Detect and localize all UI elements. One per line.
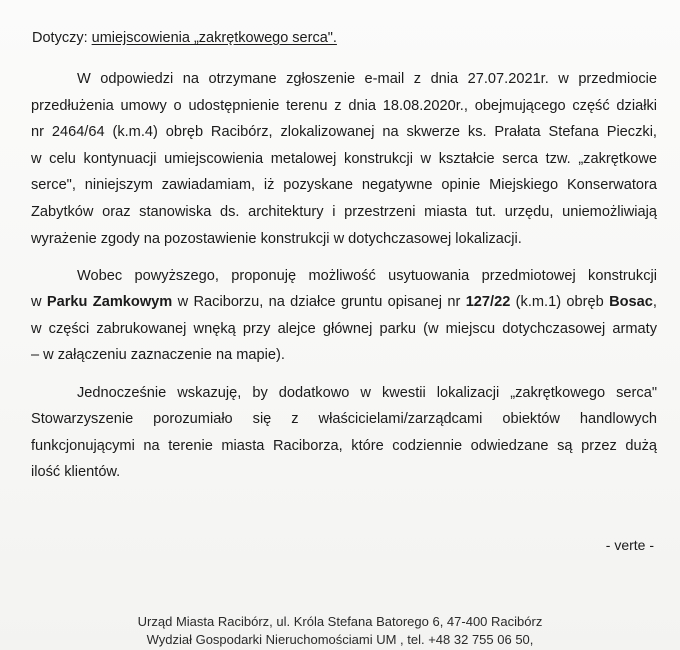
- paragraph-gap: [31, 252, 657, 263]
- paragraph-gap: [31, 369, 657, 380]
- paragraph3-line4: ilość klientów.: [31, 464, 121, 481]
- footer-address: Urząd Miasta Racibórz, ul. Króla Stefana Batorego 6, 47-400 Racibórz: [137, 614, 543, 629]
- p2-text-c: (k.m.1) obręb: [515, 294, 604, 311]
- paragraph3-line1: Jednocześnie wskazuję, by dodatkowo w kwestii lokalizacji „zakrętkowego serca": [77, 384, 657, 401]
- paragraph1-line5: serce", niniejszym zawiadamiam, iż pozyskane negatywne opinie Miejskiego Konserwatora: [31, 177, 657, 194]
- paragraph2-line1: Wobec powyższego, proponuję możliwość usytuowania przedmiotowej konstrukcji: [77, 267, 657, 284]
- p2-text-d: ,: [652, 294, 657, 311]
- subject-topic: umiejscowienia „zakrętkowego serca".: [91, 30, 337, 46]
- paragraph2-line4: – w załączeniu zaznaczenie na mapie).: [31, 347, 285, 364]
- p2-text-a: w: [31, 294, 42, 311]
- footer-department: Wydział Gospodarki Nieruchomościami UM , tel. +48 32 755 06 50,: [146, 632, 534, 647]
- paragraph3-line2: Stowarzyszenie porozumiało się z właścicielami/zarządcami obiektów handlowych: [31, 411, 657, 428]
- letter-body: [31, 66, 657, 486]
- precinct-name: Bosac: [609, 294, 653, 311]
- paragraph3-line3: funkcjonującymi na terenie miasta Raciborza, które codziennie odwiedzane są przez dużą: [31, 437, 657, 454]
- parcel-number: 127/22: [465, 294, 511, 311]
- paragraph1-line7: wyrażenie zgody na pozostawienie konstrukcji w dotychczasowej lokalizacji.: [31, 230, 522, 247]
- paragraph2-line3: w części zabrukowanej wnęką przy alejce głównej parku (w miejscu dotychczasowej armaty: [31, 320, 657, 337]
- paragraph1-line3: nr 2464/64 (k.m.4) obręb Racibórz, zlokalizowanej na skwerze ks. Prałata Stefana Pieczki,: [31, 124, 657, 141]
- p2-text-b: w Raciborzu, na działce gruntu opisanej nr: [177, 294, 461, 311]
- verte-note: - verte -: [605, 537, 654, 553]
- subject-line: [32, 30, 337, 46]
- paragraph2-line2: [31, 289, 657, 316]
- paragraph1-line2: przedłużenia umowy o udostępnienie terenu z dnia 18.08.2020r., obejmującego część działki: [31, 97, 657, 114]
- subject-prefix: Dotyczy:: [32, 30, 88, 46]
- paragraph1-line6: Zabytków oraz stanowiska ds. architektury i przestrzeni miasta tut. urzędu, uniemożliwiają: [31, 203, 657, 220]
- park-name: Parku Zamkowym: [46, 294, 173, 311]
- paragraph1-line1: W odpowiedzi na otrzymane zgłoszenie e-mail z dnia 27.07.2021r. w przedmiocie: [77, 71, 657, 87]
- paragraph1-line4: w celu kontynuacji umiejscowienia metalowej konstrukcji w kształcie serca tzw. „zakrętkowe: [31, 150, 657, 167]
